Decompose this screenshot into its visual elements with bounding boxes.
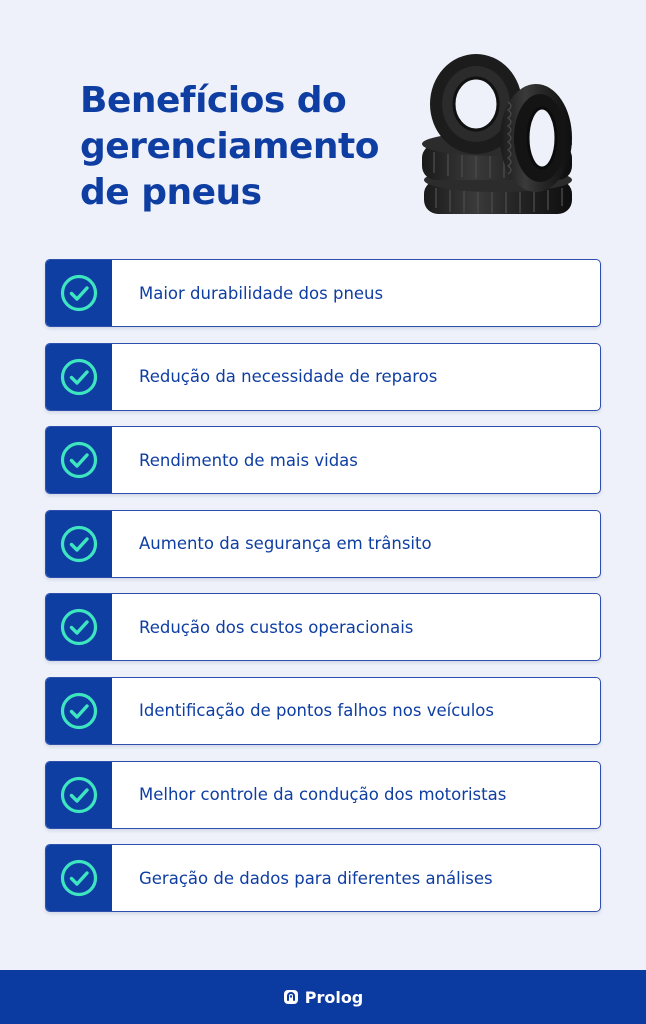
check-badge [46,845,112,911]
footer-bar [0,970,646,1024]
page-title [80,78,420,216]
check-badge [46,511,112,577]
benefit-label: Rendimento de mais vidas [139,450,358,470]
benefit-item [45,343,601,411]
benefit-item [45,761,601,829]
check-badge [46,762,112,828]
check-badge [46,678,112,744]
benefit-item [45,677,601,745]
benefit-label: Identificação de pontos falhos nos veículos [139,701,494,721]
benefits-list [45,259,601,928]
title-line-1: Benefícios do [80,80,347,121]
check-circle-icon [59,357,99,397]
brand-logo [283,988,364,1007]
check-circle-icon [59,273,99,313]
prolog-logo-icon [283,989,299,1005]
brand-name: Prolog [304,987,364,1007]
check-circle-icon [59,691,99,731]
check-badge [46,427,112,493]
benefit-label: Redução da necessidade de reparos [139,367,438,387]
title-line-2: gerenciamento [80,126,379,167]
check-circle-icon [59,607,99,647]
benefit-item [45,426,601,494]
benefit-label: Maior durabilidade dos pneus [139,283,384,303]
benefit-label: Geração de dados para diferentes análises [139,868,493,888]
tire-stack-image [418,52,578,220]
check-badge [46,344,112,410]
benefit-label: Redução dos custos operacionais [139,617,414,637]
check-circle-icon [59,524,99,564]
check-badge [46,594,112,660]
benefit-item [45,593,601,661]
check-badge [46,260,112,326]
benefit-label: Aumento da segurança em trânsito [139,534,432,554]
benefit-item [45,259,601,327]
check-circle-icon [59,440,99,480]
benefit-item [45,844,601,912]
check-circle-icon [59,858,99,898]
check-circle-icon [59,775,99,815]
benefit-label: Melhor controle da condução dos motoristas [139,785,507,805]
benefit-item [45,510,601,578]
title-line-3: de pneus [80,172,262,213]
